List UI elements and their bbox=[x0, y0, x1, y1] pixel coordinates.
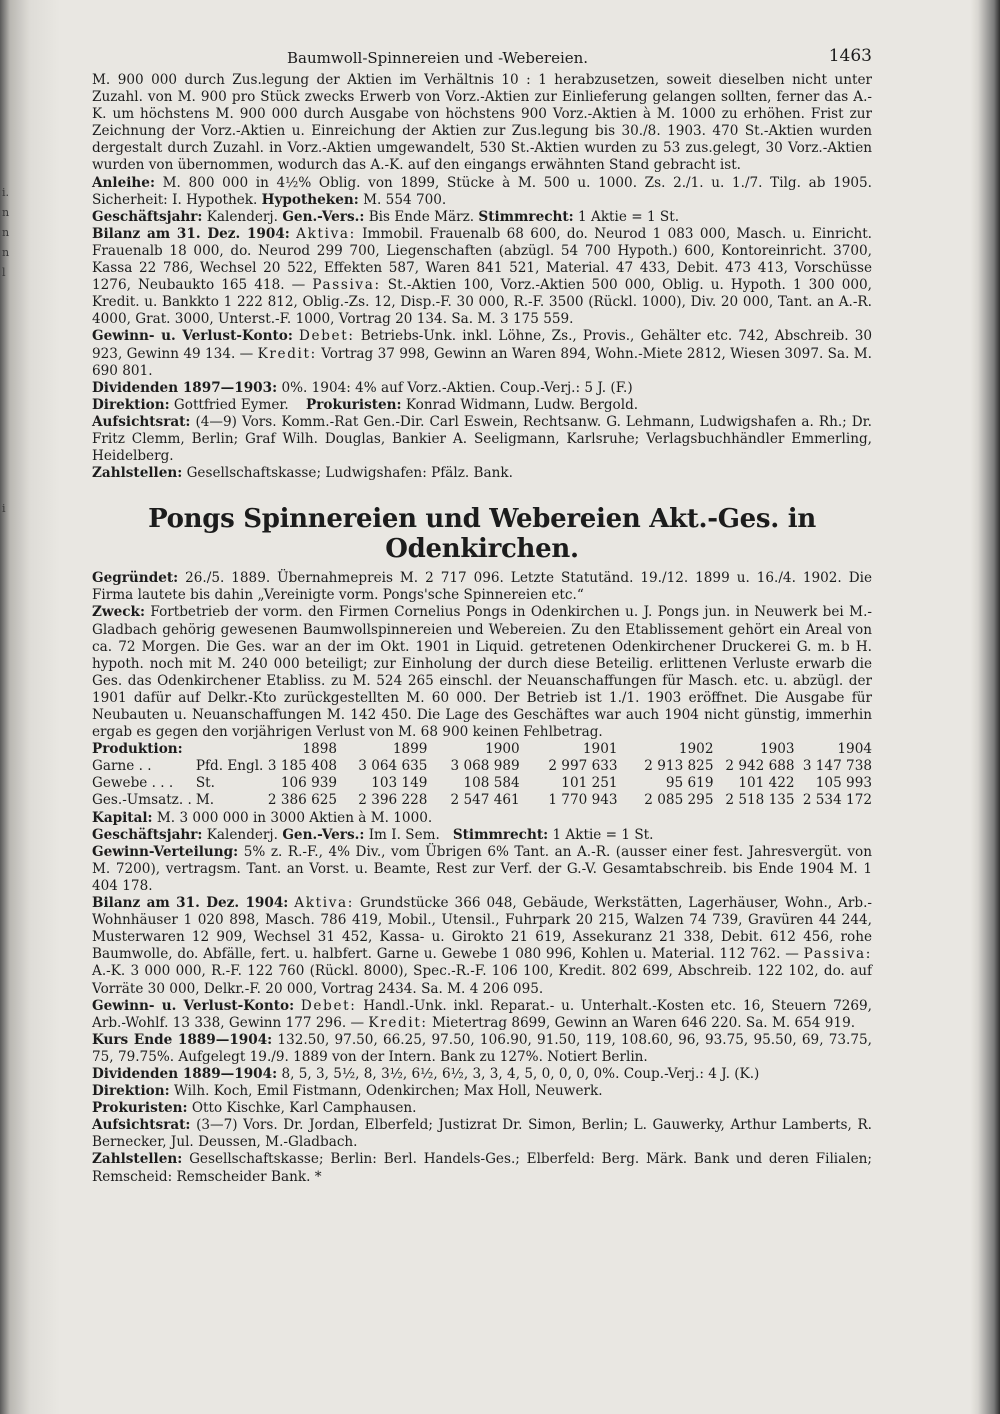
kredit-word: Kredit: bbox=[368, 1014, 428, 1031]
dividenden-entry bbox=[92, 380, 872, 397]
running-title: Baumwoll-Spinnereien und -Webereien. bbox=[287, 49, 589, 67]
dividenden-text: 8, 5, 3, 5½, 8, 3½, 6½, 6½, 3, 3, 4, 5, 0, 0, 0, 0%. Coup.-Verj.: 4 J. (K.) bbox=[281, 1065, 760, 1082]
table-cell: 2 386 625 bbox=[267, 792, 338, 809]
gewinnverteilung-label: Gewinn-Verteilung: bbox=[92, 843, 239, 860]
table-cell: 103 149 bbox=[371, 775, 428, 792]
bilanz-label: Bilanz am 31. Dez. 1904: bbox=[92, 225, 290, 242]
prokuristen-text: Otto Kischke, Karl Camphausen. bbox=[191, 1100, 417, 1117]
gegruendet-text: 26./5. 1889. Übernahmepreis M. 2 717 096. Letzte Statutänd. 19./12. 1899 u. 16./4. 1902. Die Firma lautete bis dahin „Vereinigte vorm. Pongs'sche Spinnereien etc.“ bbox=[92, 570, 873, 604]
table-cell: 108 584 bbox=[463, 775, 520, 792]
genvers-label: Gen.-Vers.: bbox=[282, 826, 365, 843]
geschaeftsjahr-label: Geschäftsjahr: bbox=[92, 826, 203, 843]
row-unit: Pfd. Engl. bbox=[195, 758, 264, 775]
bilanz-passiva: A.-K. 3 000 000, R.-F. 122 760 (Rückl. 8000), Spec.-R.-F. 106 100, Kredit. 802 699, Abschreib. 122 102, do. auf Vorräte 30 000, Delkr.-F. 20 000, Vortrag 2434. Sa. M. 4 206 095. bbox=[92, 963, 872, 997]
table-cell: 3 185 408 bbox=[267, 758, 338, 775]
guv-debet: Handl.-Unk. inkl. Reparat.- u. Unterhalt.-Kosten etc. 16, Steuern 7269, Arb.-Wohlf. 13 338, Gewinn 177 296. — bbox=[92, 997, 872, 1031]
aktiva-word: Aktiva: bbox=[296, 225, 356, 242]
anleihe-entry bbox=[92, 175, 872, 209]
bilanz-entry bbox=[92, 226, 872, 329]
aufsichtsrat-label: Aufsichtsrat: bbox=[92, 1117, 191, 1134]
guv-label: Gewinn- u. Verlust-Konto: bbox=[92, 997, 295, 1014]
table-cell: 2 942 688 bbox=[725, 758, 795, 775]
hypotheken-text: M. 554 700. bbox=[363, 191, 447, 208]
passiva-word: Passiva: bbox=[803, 946, 872, 963]
stimmrecht-text: 1 Aktie = 1 St. bbox=[552, 826, 654, 843]
passiva-word: Passiva: bbox=[312, 277, 381, 294]
guv-entry bbox=[92, 998, 872, 1032]
guv-debet: Betriebs-Unk. inkl. Löhne, Zs., Provis., Gehälter etc. 742, Abschreib. 30 923, Gewinn 49 134. — bbox=[92, 328, 872, 362]
guv-kredit: Vortrag 37 998, Gewinn an Waren 894, Wohn.-Miete 2812, Wiesen 3097. Sa. M. 690 801. bbox=[92, 345, 872, 379]
table-row bbox=[92, 792, 872, 809]
produktion-label: Produktion: bbox=[92, 741, 183, 758]
kurs-text: 132.50, 97.50, 66.25, 97.50, 106.90, 91.50, 119, 108.60, 96, 93.75, 95.50, 69, 73.75, 75, 79.75%. Aufgelegt 19./9. 1889 von der Intern. Bank zu 127%. Notiert Berlin. bbox=[92, 1031, 872, 1065]
table-cell: 1 770 943 bbox=[548, 792, 618, 809]
direktion-label: Direktion: bbox=[92, 396, 170, 413]
row-unit: St. bbox=[195, 775, 215, 792]
page-header bbox=[92, 46, 872, 72]
kapital-text: M. 3 000 000 in 3000 Aktien à M. 1000. bbox=[156, 809, 433, 826]
table-cell: 3 064 635 bbox=[358, 758, 428, 775]
table-cell: 95 619 bbox=[665, 775, 714, 792]
row-label: Ges.-Umsatz. . bbox=[92, 792, 192, 809]
bilanz-aktiva: Immobil. Frauenalb 68 600, do. Neurod 1 083 000, Masch. u. Einricht. Frauenalb 18 000, do. Neurod 299 700, Liegenschaften (abzügl. 54 700 Hypoth.) 600, Kontoreinricht. 3700, Kassa 22 786, Wechsel 20 522, Effekten 587, Waren 841 521, Material. 47 433, Debit. 473 413, Vorschüsse 1276, Neubaukto 165 418. — bbox=[92, 225, 872, 294]
direktion-text: Gottfried Eymer. bbox=[173, 396, 289, 413]
prokuristen-label: Prokuristen: bbox=[306, 396, 402, 413]
margin-mark: i. bbox=[2, 186, 10, 199]
year-header: 1900 bbox=[485, 741, 520, 758]
table-cell: 101 251 bbox=[561, 775, 618, 792]
table-cell: 2 396 228 bbox=[358, 792, 428, 809]
bilanz-passiva: St.-Aktien 100, Vorz.-Aktien 500 000, Oblig. u. Hypoth. 1 300 000, Kredit. u. Bankkto 1 222 812, Oblig.-Zs. 12, Disp.-F. 30 000, R.-F. 3500 (Rückl. 1000), Div. 20 000, Tant. an A.-R. 4000, Grat. 3000, Unterst.-F. 1000, Vortrag 20 134. Sa. M. 3 175 559. bbox=[92, 277, 872, 328]
gegruendet-label: Gegründet: bbox=[92, 570, 179, 587]
year-header: 1903 bbox=[759, 741, 795, 758]
table-cell: 3 147 738 bbox=[802, 758, 872, 775]
geschaeftsjahr-entry bbox=[92, 827, 872, 844]
stimmrecht-label: Stimmrecht: bbox=[478, 208, 574, 225]
direktion-entry bbox=[92, 1083, 872, 1100]
zweck-label: Zweck: bbox=[92, 604, 145, 621]
genvers-text: Bis Ende März. bbox=[368, 208, 475, 225]
bilanz-label: Bilanz am 31. Dez. 1904: bbox=[92, 895, 289, 912]
margin-mark: l bbox=[2, 266, 6, 279]
geschaeftsjahr-text: Kalenderj. bbox=[206, 826, 278, 843]
gewinnverteilung-text: 5% z. R.-F., 4% Div., vom Übrigen 6% Tant. an A.-R. (ausser einer fest. Jahresvergüt. von M. 7200), vertragsm. Tant. an Vorst. u. Beamte, Rest zur Verf. der G.-V. Gesamtabschreib. bis Ende 1904 M. 1 404 178. bbox=[92, 843, 872, 894]
row-unit: M. bbox=[195, 792, 215, 809]
company-section-continued bbox=[92, 72, 872, 482]
produktion-header-row bbox=[92, 741, 872, 758]
zweck-entry bbox=[92, 604, 872, 741]
zahlstellen-label: Zahlstellen: bbox=[92, 465, 183, 482]
year-header: 1904 bbox=[837, 741, 872, 758]
zahlstellen-text: Gesellschaftskasse; Berlin: Berl. Handels-Ges.; Elberfeld: Berg. Märk. Bank und deren Filialen; Remscheid: Remscheider Bank. * bbox=[92, 1151, 872, 1185]
kapital-label: Kapital: bbox=[92, 809, 153, 826]
year-header: 1899 bbox=[392, 741, 428, 758]
table-row bbox=[92, 775, 872, 792]
table-cell: 101 422 bbox=[738, 775, 795, 792]
aufsichtsrat-entry bbox=[92, 1117, 872, 1151]
geschaeftsjahr-text: Kalenderj. bbox=[206, 208, 278, 225]
table-cell: 2 085 295 bbox=[644, 792, 714, 809]
kurs-entry bbox=[92, 1032, 872, 1066]
bilanz-entry bbox=[92, 895, 872, 998]
page bbox=[92, 46, 872, 1186]
stimmrecht-label: Stimmrecht: bbox=[452, 826, 549, 843]
year-header: 1898 bbox=[302, 741, 338, 758]
debet-word: Debet: bbox=[299, 328, 355, 345]
zweck-text: Fortbetrieb der vorm. den Firmen Cornelius Pongs in Odenkirchen u. J. Pongs jun. in Neuwerk bei M.-Gladbach gehörig gewesenen Baumwollspinnereien und Webereien. Zu den Etablissement gehört ein Areal von ca. 72 Morgen. Die Ges. war an der im Okt. 1901 in Liquid. getretenen Odenkirchener Druckerei G. m. b H. hypoth. noch mit M. 240 000 beteiligt; zur Einholung der durch diese Beteilig. erlittenen Verluste erwarb die Ges. das Odenkirchener Etabliss. zu M. 524 265 einschl. der Neuanschaffungen für Masch. etc. u. abzügl. der 1901 dafür auf Delkr.-Kto zurückgestellten M. 60 000. Der Betrieb ist 1./1. 1903 eröffnet. Die Ausgabe für Neubauten u. Neuanschaffungen M. 142 450. Die Lage des Geschäftes war auch 1904 nicht günstig, immerhin ergab es gegen den vorjährigen Verlust von M. 68 900 keinen Fehlbetrag. bbox=[92, 604, 872, 741]
bilanz-aktiva: Grundstücke 366 048, Gebäude, Werkstätten, Lagerhäuser, Wohn., Arb.-Wohnhäuser 1 020 898, Masch. 786 419, Mobil., Utensil., Fuhrpark 20 215, Walzen 74 739, Gravüren 44 244, Musterwaren 12 909, Wechsel 31 452, Kassa- u. Girokto 21 619, Assekuranz 21 338, Debit. 612 456, rohe Baumwolle, do. Abfälle, fert. u. halbfert. Garne u. Gewebe 1 080 996, Kohlen u. Material. 112 762. — bbox=[92, 895, 872, 963]
margin-marks bbox=[0, 0, 12, 1414]
table-cell: 105 993 bbox=[815, 775, 872, 792]
debet-word: Debet: bbox=[300, 997, 357, 1014]
stimmrecht-text: 1 Aktie = 1 St. bbox=[578, 208, 680, 225]
row-label: Gewebe . . . bbox=[92, 775, 174, 792]
aufsichtsrat-entry bbox=[92, 414, 872, 465]
table-cell: 3 068 989 bbox=[450, 758, 520, 775]
dividenden-label: Dividenden 1897—1903: bbox=[92, 379, 278, 396]
dividenden-text: 0%. 1904: 4% auf Vorz.-Aktien. Coup.-Verj.: 5 J. (F.) bbox=[281, 379, 633, 396]
hypotheken-label: Hypotheken: bbox=[261, 191, 359, 208]
table-cell: 2 913 825 bbox=[644, 758, 714, 775]
table-cell: 2 534 172 bbox=[802, 792, 872, 809]
prokuristen-text: Konrad Widmann, Ludw. Bergold. bbox=[405, 396, 639, 413]
company-heading: Pongs Spinnereien und Webereien Akt.-Ges. in Odenkirchen. bbox=[148, 504, 816, 565]
page-number: 1463 bbox=[828, 46, 872, 66]
kurs-label: Kurs Ende 1889—1904: bbox=[92, 1031, 273, 1048]
guv-kredit: Mietertrag 8699, Gewinn an Waren 646 220. Sa. M. 654 919. bbox=[431, 1014, 856, 1031]
direktion-text: Wilh. Koch, Emil Fistmann, Odenkirchen; Max Holl, Neuwerk. bbox=[173, 1083, 603, 1100]
company-section-pongs bbox=[92, 570, 872, 1185]
kredit-word: Kredit: bbox=[257, 345, 317, 362]
gegruendet-entry bbox=[92, 570, 872, 604]
geschaeftsjahr-entry bbox=[92, 209, 872, 226]
aufsichtsrat-text: (4—9) Vors. Komm.-Rat Gen.-Dir. Carl Eswein, Rechtsanw. G. Lehmann, Ludwigshafen a. Rh.; Dr. Fritz Clemm, Berlin; Graf Wilh. Douglas, Bankier A. Seeligmann, Karlsruhe; Verlagsbuchhändler Emmerling, Heidelberg. bbox=[92, 413, 872, 465]
zahlstellen-label: Zahlstellen: bbox=[92, 1151, 183, 1168]
table-row bbox=[92, 758, 872, 775]
year-header: 1902 bbox=[678, 741, 714, 758]
gewinnverteilung-entry bbox=[92, 844, 872, 895]
anleihe-text: M. 800 000 in 4½% Oblig. von 1899, Stücke à M. 500 u. 1000. Zs. 2./1. u. 1./7. Tilg. ab 1905. Sicherheit: I. Hypothek. bbox=[92, 174, 872, 208]
prokuristen-label: Prokuristen: bbox=[92, 1100, 188, 1117]
zahlstellen-entry bbox=[92, 465, 872, 482]
direktion-label: Direktion: bbox=[92, 1083, 170, 1100]
row-label: Garne . . bbox=[92, 758, 152, 775]
guv-entry bbox=[92, 328, 872, 379]
year-header: 1901 bbox=[582, 741, 618, 758]
zahlstellen-entry bbox=[92, 1151, 872, 1185]
zahlstellen-text: Gesellschaftskasse; Ludwigshafen: Pfälz. Bank. bbox=[186, 465, 513, 482]
genvers-text: Im I. Sem. bbox=[368, 826, 440, 843]
produktion-table bbox=[92, 741, 872, 809]
genvers-label: Gen.-Vers.: bbox=[282, 208, 365, 225]
aufsichtsrat-text: (3—7) Vors. Dr. Jordan, Elberfeld; Justizrat Dr. Simon, Berlin; L. Gauwerky, Arthur Lamberts, R. Bernecker, Jul. Deussen, M.-Gladbach. bbox=[92, 1117, 872, 1151]
anleihe-label: Anleihe: bbox=[92, 174, 155, 191]
margin-mark: n bbox=[2, 206, 10, 219]
dividenden-label: Dividenden 1889—1904: bbox=[92, 1065, 278, 1082]
kapital-entry bbox=[92, 810, 872, 827]
capital-change-paragraph: M. 900 000 durch Zus.legung der Aktien im Verhältnis 10 : 1 herabzusetzen, soweit dieselben nicht unter Zuzahl. von M. 900 pro Stück zwecks Erwerb von Vorz.-Aktien zur Einlieferung gelangen sollten, ferner das A.-K. um höchstens M. 900 000 durch Ausgabe von höchstens 900 Vorz.-Aktien à M. 1000 zu erhöhen. Frist zur Zeichnung der Vorz.-Aktien u. Einreichung der Aktien zur Zus.legung bis 30./8. 1903. 470 St.-Aktien wurden dergestalt durch Zuzahl. in Vorz.-Aktien umgewandelt, 530 St.-Aktien wurden zu 53 zus.gelegt, 30 Vorz.-Aktien wurden von übernommen, wodurch das A.-K. auf den eingangs erwähnten Stand gebracht ist. bbox=[92, 72, 872, 174]
scan-right-shadow bbox=[970, 0, 1000, 1414]
prokuristen-entry bbox=[92, 1100, 872, 1117]
table-cell: 106 939 bbox=[280, 775, 338, 792]
table-cell: 2 547 461 bbox=[450, 792, 520, 809]
margin-mark: i bbox=[2, 502, 6, 515]
table-cell: 2 518 135 bbox=[725, 792, 795, 809]
table-cell: 2 997 633 bbox=[548, 758, 618, 775]
margin-mark: n bbox=[2, 246, 10, 259]
geschaeftsjahr-label: Geschäftsjahr: bbox=[92, 208, 203, 225]
direktion-entry bbox=[92, 397, 872, 414]
aktiva-word: Aktiva: bbox=[294, 895, 354, 912]
aufsichtsrat-label: Aufsichtsrat: bbox=[92, 413, 191, 430]
guv-label: Gewinn- u. Verlust-Konto: bbox=[92, 328, 293, 345]
dividenden-entry bbox=[92, 1066, 872, 1083]
margin-mark: n bbox=[2, 226, 10, 239]
